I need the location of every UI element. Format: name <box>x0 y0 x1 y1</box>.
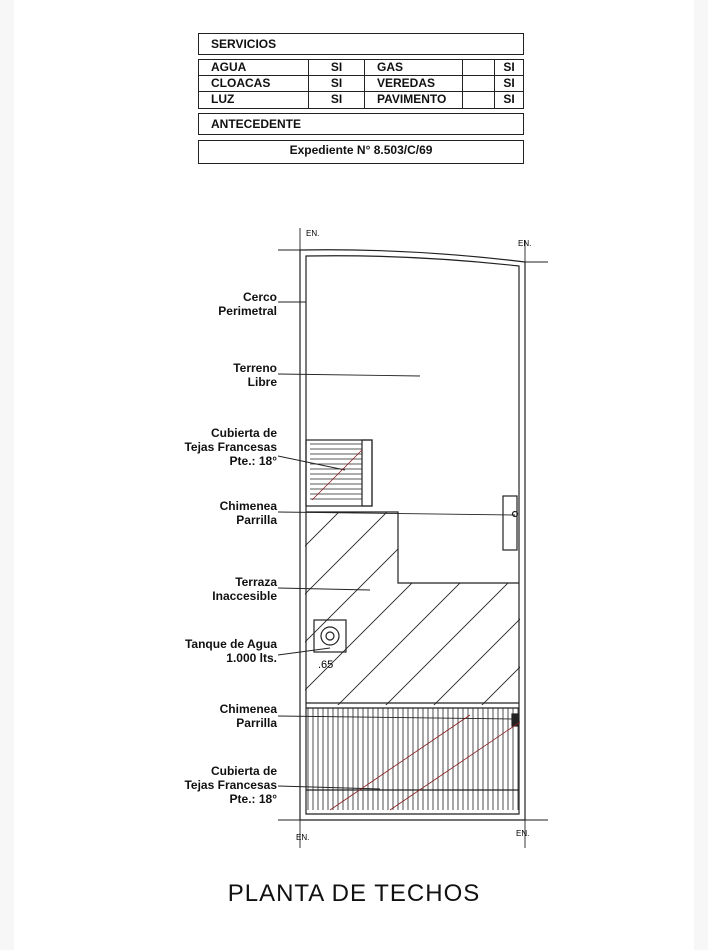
terrace-outline <box>306 512 519 583</box>
service-name: LUZ <box>199 92 309 108</box>
service-name: PAVIMENTO <box>365 92 463 108</box>
water-tank <box>314 620 346 652</box>
label-cubierta-top: Cubierta de Tejas Francesas Pte.: 18° <box>184 426 277 468</box>
label-chimenea-top: Chimenea Parrilla <box>219 499 277 527</box>
service-value: SI <box>309 60 365 76</box>
label-terreno: Terreno Libre <box>233 361 277 389</box>
label-cerco: Cerco Perimetral <box>218 290 277 318</box>
service-name: GAS <box>365 60 463 76</box>
dimension-label: .65 <box>318 659 334 671</box>
service-name: CLOACAS <box>199 76 309 92</box>
service-value: SI <box>495 60 523 76</box>
terrace-hatch-line <box>477 495 692 710</box>
leader-lines <box>278 302 515 789</box>
service-value: SI <box>309 92 365 108</box>
label-terraza: Terraza Inaccesible <box>212 575 277 603</box>
axis-marker: EN. <box>306 229 320 238</box>
service-name: VEREDAS <box>365 76 463 92</box>
antecedente-title: ANTECEDENTE <box>198 113 524 135</box>
label-tanque: Tanque de Agua 1.000 lts. <box>184 637 277 665</box>
terrace-hatch-line <box>381 495 596 710</box>
tile-hatch-top <box>310 444 362 504</box>
terrace-hatch-line <box>525 495 708 710</box>
expediente-number: Expediente N° 8.503/C/69 <box>198 140 524 164</box>
service-value: SI <box>495 76 523 92</box>
axis-marker: EN. <box>296 833 310 842</box>
service-name: AGUA <box>199 60 309 76</box>
perimeter-wall-outer <box>300 250 525 820</box>
label-cubierta-bottom: Cubierta de Tejas Francesas Pte.: 18° <box>184 764 277 806</box>
chimney-top <box>503 496 517 550</box>
servicios-title: SERVICIOS <box>198 33 524 55</box>
drawing-title: PLANTA DE TECHOS <box>227 880 481 907</box>
service-value: SI <box>503 92 515 106</box>
terrace-hatch-line <box>333 495 548 710</box>
terrace-hatch-line <box>429 495 644 710</box>
axis-marker: EN. <box>518 239 532 248</box>
terrace-hatch-line <box>285 495 500 710</box>
axis-marker: EN. <box>516 829 530 838</box>
service-value: SI <box>309 76 365 92</box>
label-chimenea-bottom: Chimenea Parrilla <box>219 702 277 730</box>
